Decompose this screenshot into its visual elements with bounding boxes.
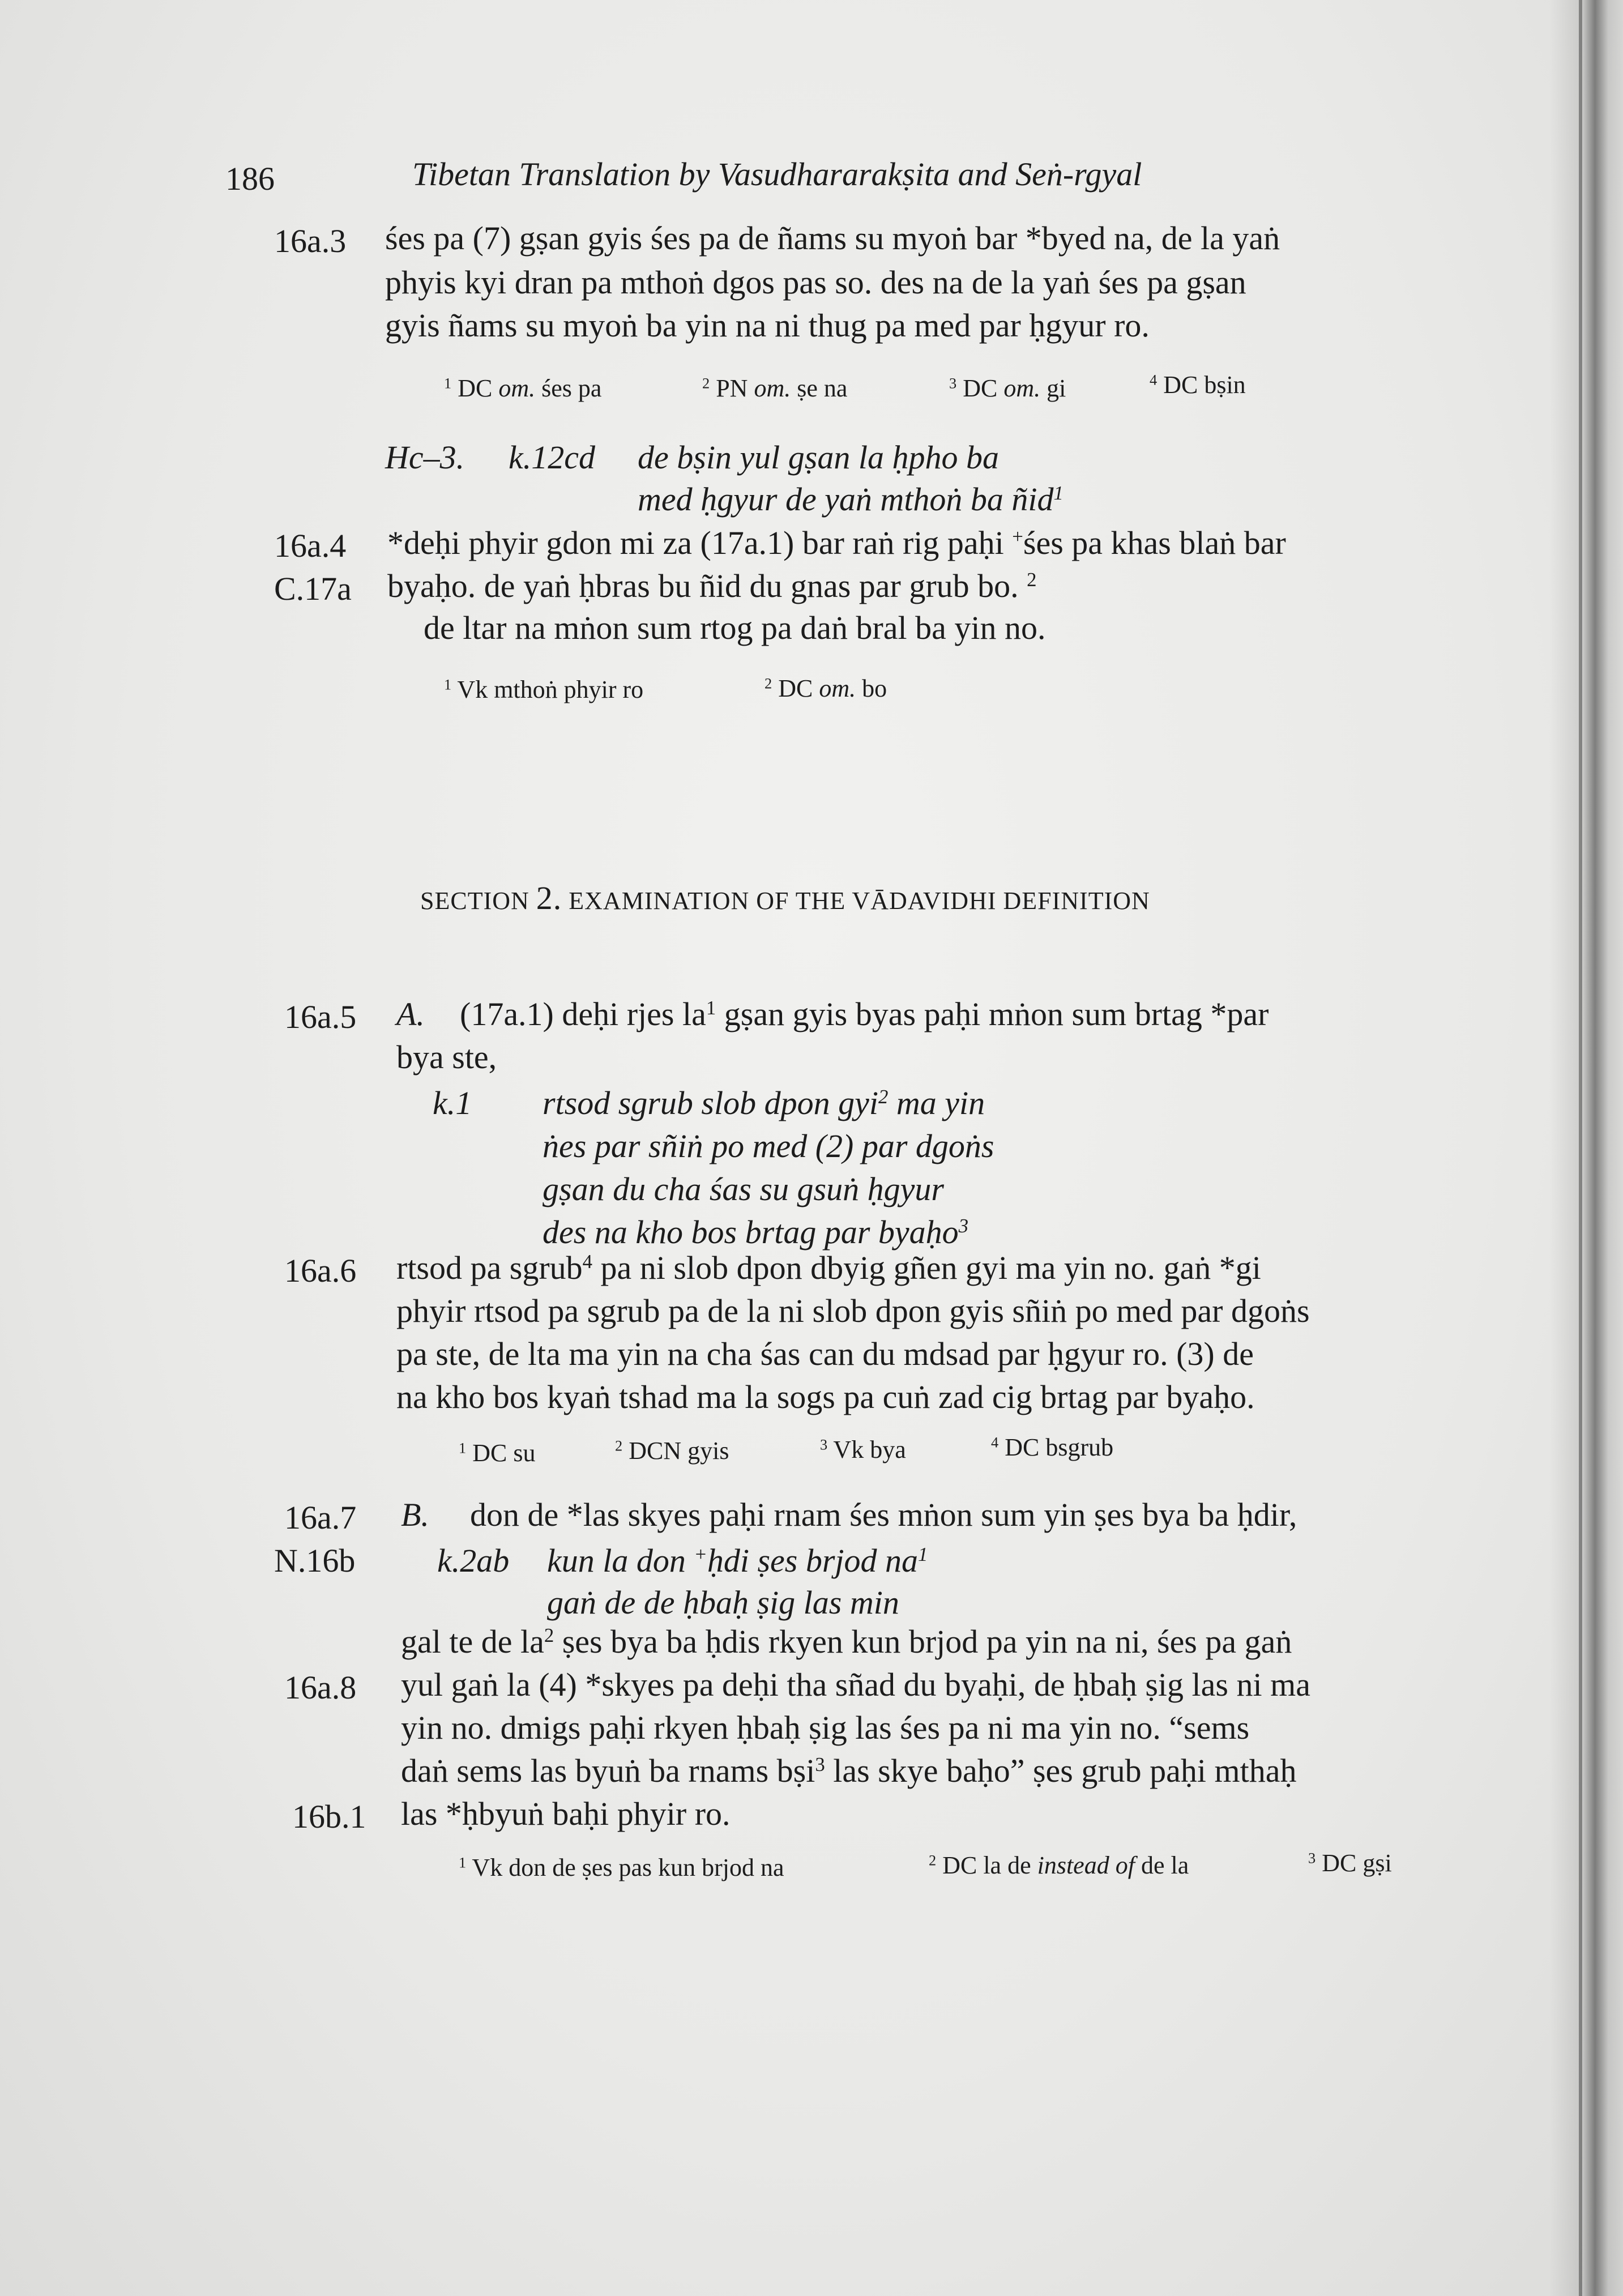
text-line: phyis kyi dran pa mthoṅ dgos pas so. des na de la yaṅ śes pa gṣan xyxy=(385,264,1246,301)
folio-marker: 16a.5 xyxy=(284,998,357,1035)
text-line: pa ste, de lta ma yin na cha śas can du mdsad par ḥgyur ro. (3) de xyxy=(396,1335,1254,1372)
verse-ref: k.1 xyxy=(433,1085,472,1121)
text-line: gal te de $la^2$ ṣes bya ba ḥdis rkyen kun brjod pa yin na ni, śes pa gaṅ xyxy=(401,1623,1292,1660)
footnote: $^3$ Vk bya xyxy=(820,1436,906,1463)
folio-marker: N.16b xyxy=(274,1542,356,1579)
page-edge-line xyxy=(1579,0,1582,2296)
folio-marker: C.17a xyxy=(274,570,352,607)
text-line: gyis ñams su myoṅ ba yin na ni thug pa med par ḥgyur ro. xyxy=(385,307,1150,344)
footnote: $^2$ PN om. ṣe na xyxy=(702,374,848,402)
text-line: las *ḥbyuṅ baḥi phyir ro. xyxy=(401,1795,731,1832)
text-line: *deḥi phyir gdon mi za (17a.1) bar raṅ rig paḥi +śes pa khas blaṅ bar xyxy=(387,524,1286,561)
footnote: $^1$ DC om. śes pa xyxy=(444,374,602,402)
footnote: $^4$ DC bsgrub xyxy=(991,1433,1114,1461)
footnote: $^3$ DC gṣi xyxy=(1308,1849,1392,1877)
verse-line: gaṅ de de ḥbaḥ ṣig las min xyxy=(547,1584,899,1621)
verse-ref: k.2ab xyxy=(437,1542,510,1579)
verse-line: med ḥgyur de yaṅ mthoṅ ba ñid$^1$ xyxy=(638,481,1064,518)
footnote: $^3$ DC om. gi xyxy=(949,374,1066,402)
footnote: $^4$ DC bṣin xyxy=(1150,371,1246,399)
folio-marker: 16a.4 xyxy=(274,527,347,564)
text-line: don de *las skyes paḥi rnam śes mṅon sum yin ṣes bya ba ḥdir, xyxy=(470,1496,1297,1533)
footnote: $^1$ DC su xyxy=(459,1439,536,1467)
text-line: yul gaṅ la (4) *skyes pa deḥi tha sñad du byaḥi, de ḥbaḥ ṣig las ni ma xyxy=(401,1666,1310,1703)
verse-line: gṣan du cha śas su gsuṅ ḥgyur xyxy=(543,1171,944,1207)
folio-marker: 16a.8 xyxy=(284,1669,357,1706)
book-gutter-shadow xyxy=(1549,0,1623,2296)
folio-marker: 16a.7 xyxy=(284,1499,357,1536)
footnote: $^1$ Vk mthoṅ phyir ro xyxy=(444,676,644,703)
text-line: byaḥo. de yaṅ ḥbras bu ñid du gnas par grub bo. $^2$ xyxy=(387,567,1037,604)
folio-marker: 16a.3 xyxy=(274,223,347,259)
text-line: śes pa (7) gṣan gyis śes pa de ñams su myoṅ bar *byed na, de la yaṅ xyxy=(385,220,1280,257)
text-line: yin no. dmigs paḥi rkyen ḥbaḥ ṣig las śes pa ni ma yin no. “sems xyxy=(401,1709,1250,1746)
folio-marker: 16b.1 xyxy=(292,1798,366,1835)
footnote: $^2$ DC la de instead of de la xyxy=(929,1851,1189,1879)
paragraph-label: B. xyxy=(401,1496,429,1533)
paragraph-label: A. xyxy=(396,996,425,1032)
text-line: daṅ sems las byuṅ ba rnams bṣi$^3$ las skye baḥo” ṣes grub paḥi mthaḥ xyxy=(401,1752,1297,1789)
verse-line: rtsod sgrub slob dpon gyi$^2$ ma yin xyxy=(543,1085,985,1121)
verse-line: kun la don +ḥdi ṣes brjod $na^1$ xyxy=(547,1542,928,1579)
folio-marker: 16a.6 xyxy=(284,1252,357,1289)
text-line: bya ste, xyxy=(396,1039,497,1076)
text-line: phyir rtsod pa sgrub pa de la ni slob dpon gyis sñiṅ po med par dgoṅs xyxy=(396,1292,1310,1329)
footnote: $^2$ DCN gyis xyxy=(615,1437,729,1465)
footnote: $^1$ Vk don de ṣes pas kun brjod na xyxy=(459,1854,784,1881)
text-line: (17a.1) deḥi rjes $la^1$ gṣan gyis byas paḥi mṅon sum brtag *par xyxy=(460,996,1269,1032)
page-number: 186 xyxy=(225,160,275,197)
footnote: $^2$ DC om. bo xyxy=(764,675,887,702)
text-line: rtsod pa sgrub$^4$ pa ni slob dpon dbyig gñen gyi ma yin no. gaṅ *gi xyxy=(396,1249,1261,1286)
verse-ref: k.12cd xyxy=(509,439,595,476)
verse-line: ṅes par sñiṅ po med (2) par dgoṅs xyxy=(543,1128,994,1164)
verse-label: Hc–3. xyxy=(385,439,465,476)
verse-line: des na kho bos brtag par byaḥo$^3$ xyxy=(543,1214,969,1251)
verse-line: de bṣin yul gṣan la ḥpho ba xyxy=(638,439,999,476)
running-title: Tibetan Translation by Vasudhararakṣita and Seṅ-rgyal xyxy=(412,156,1142,193)
text-line: de ltar na mṅon sum rtog pa daṅ bral ba yin no. xyxy=(424,609,1046,646)
section-heading: SECTION 2. EXAMINATION OF THE VĀDAVIDHI DEFINITION xyxy=(420,880,1150,916)
text-line: na kho bos kyaṅ tshad ma la sogs pa cuṅ zad cig brtag par byaḥo. xyxy=(396,1379,1255,1415)
